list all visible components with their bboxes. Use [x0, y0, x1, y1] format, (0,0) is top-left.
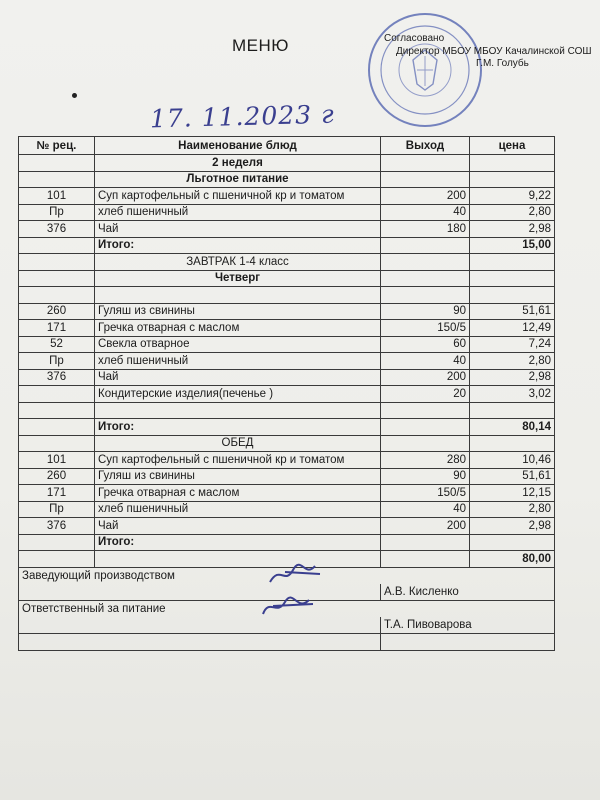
recipe-number-cell: [19, 237, 95, 254]
price-cell: [470, 155, 555, 172]
dish-name-cell: Чай: [95, 221, 381, 238]
table-row: [19, 237, 555, 254]
table-row: [19, 485, 555, 502]
portion-cell: 40: [381, 353, 470, 370]
portion-cell: 40: [381, 204, 470, 221]
recipe-number-cell: [19, 155, 95, 172]
price-cell: [470, 402, 555, 419]
dish-name-cell: [95, 287, 381, 304]
portion-cell: 20: [381, 386, 470, 403]
handwritten-date: 17. 11.2023 г: [149, 99, 336, 134]
price-cell: 3,02: [470, 386, 555, 403]
recipe-number-cell: [19, 551, 95, 568]
recipe-number-cell: 171: [19, 320, 95, 337]
table-row: [19, 452, 555, 469]
dish-name-cell: 2 неделя: [95, 155, 381, 172]
price-cell: 51,61: [470, 468, 555, 485]
portion-cell: [381, 534, 470, 551]
recipe-number-cell: 260: [19, 303, 95, 320]
portion-cell: 200: [381, 188, 470, 205]
recipe-number-cell: 52: [19, 336, 95, 353]
signature-scribble-1-icon: [265, 560, 335, 590]
table-row: [19, 336, 555, 353]
dish-name-cell: Четверг: [95, 270, 381, 287]
table-row: [19, 353, 555, 370]
recipe-number-cell: [19, 287, 95, 304]
portion-cell: 200: [381, 518, 470, 535]
dish-name-cell: Свекла отварное: [95, 336, 381, 353]
recipe-number-cell: [19, 435, 95, 452]
dish-name-cell: Гречка отварная с маслом: [95, 320, 381, 337]
signature-blank: [19, 617, 381, 634]
recipe-number-cell: [19, 386, 95, 403]
recipe-number-cell: Пр: [19, 204, 95, 221]
portion-cell: 90: [381, 303, 470, 320]
table-row: [19, 534, 555, 551]
dish-name-cell: Суп картофельный с пшеничной кр и томатом: [95, 188, 381, 205]
recipe-number-cell: 101: [19, 188, 95, 205]
recipe-number-cell: [19, 534, 95, 551]
dish-name-cell: хлеб пшеничный: [95, 204, 381, 221]
dish-name-cell: ЗАВТРАК 1-4 класс: [95, 254, 381, 271]
price-cell: [470, 254, 555, 271]
approval-line-1: Согласовано: [384, 33, 445, 44]
table-row: [19, 518, 555, 535]
portion-cell: 280: [381, 452, 470, 469]
portion-cell: [381, 254, 470, 271]
column-header: Выход: [381, 137, 470, 155]
recipe-number-cell: 376: [19, 369, 95, 386]
price-cell: 2,80: [470, 353, 555, 370]
price-cell: 15,00: [470, 237, 555, 254]
portion-cell: [381, 270, 470, 287]
recipe-number-cell: 376: [19, 221, 95, 238]
price-cell: 2,98: [470, 221, 555, 238]
portion-cell: [381, 237, 470, 254]
table-row: [19, 468, 555, 485]
price-cell: 9,22: [470, 188, 555, 205]
signature-role: Ответственный за питание: [19, 600, 555, 617]
page-title: МЕНЮ: [232, 36, 289, 55]
table-row: [19, 402, 555, 419]
recipe-number-cell: 171: [19, 485, 95, 502]
portion-cell: [381, 155, 470, 172]
portion-cell: [381, 419, 470, 436]
table-row: [19, 254, 555, 271]
price-cell: 2,98: [470, 369, 555, 386]
portion-cell: [381, 171, 470, 188]
recipe-number-cell: Пр: [19, 353, 95, 370]
table-row: [19, 435, 555, 452]
signature-name: А.В. Кисленко: [381, 584, 555, 601]
signature-role: Заведующий производством: [19, 567, 555, 584]
column-header: Наименование блюд: [95, 137, 381, 155]
dish-name-cell: Гуляш из свинины: [95, 303, 381, 320]
dish-name-cell: Чай: [95, 518, 381, 535]
recipe-number-cell: [19, 171, 95, 188]
price-cell: 12,49: [470, 320, 555, 337]
table-header-row: [19, 137, 555, 155]
table-row: [19, 270, 555, 287]
table-row: [19, 221, 555, 238]
dish-name-cell: Итого:: [95, 419, 381, 436]
dish-name-cell: ОБЕД: [95, 435, 381, 452]
dish-name-cell: Чай: [95, 369, 381, 386]
table-row: [19, 419, 555, 436]
empty-cell: [19, 633, 381, 650]
price-cell: 80,00: [470, 551, 555, 568]
price-cell: [470, 435, 555, 452]
recipe-number-cell: 260: [19, 468, 95, 485]
price-cell: 2,80: [470, 501, 555, 518]
portion-cell: 40: [381, 501, 470, 518]
portion-cell: 180: [381, 221, 470, 238]
approval-line-2: Директор МБОУ МБОУ Качалинской СОШ: [396, 45, 592, 57]
table-row: [19, 155, 555, 172]
price-cell: 2,98: [470, 518, 555, 535]
signature-name: Т.А. Пивоварова: [381, 617, 555, 634]
column-header: № рец.: [19, 137, 95, 155]
dish-name-cell: [95, 402, 381, 419]
dish-name-cell: Гуляш из свинины: [95, 468, 381, 485]
portion-cell: [381, 287, 470, 304]
recipe-number-cell: 101: [19, 452, 95, 469]
recipe-number-cell: [19, 402, 95, 419]
recipe-number-cell: [19, 254, 95, 271]
portion-cell: 150/5: [381, 485, 470, 502]
portion-cell: 60: [381, 336, 470, 353]
dish-name-cell: хлеб пшеничный: [95, 501, 381, 518]
ink-dot: [72, 93, 77, 98]
table-row: [19, 188, 555, 205]
approval-line-3: Г.М. Голубь: [476, 58, 529, 69]
recipe-number-cell: [19, 419, 95, 436]
price-cell: [470, 270, 555, 287]
table-row: [19, 386, 555, 403]
dish-name-cell: хлеб пшеничный: [95, 353, 381, 370]
approval-block: [384, 33, 592, 71]
table-row: [19, 303, 555, 320]
dish-name-cell: [95, 551, 381, 568]
dish-name-cell: Льготное питание: [95, 171, 381, 188]
price-cell: 12,15: [470, 485, 555, 502]
table-row: [19, 204, 555, 221]
price-cell: 7,24: [470, 336, 555, 353]
column-header: цена: [470, 137, 555, 155]
portion-cell: 200: [381, 369, 470, 386]
recipe-number-cell: Пр: [19, 501, 95, 518]
table-row: [19, 320, 555, 337]
table-row: [19, 287, 555, 304]
table-row: [19, 171, 555, 188]
dish-name-cell: Гречка отварная с маслом: [95, 485, 381, 502]
signature-scribble-2-icon: [255, 592, 325, 622]
table-row: [19, 369, 555, 386]
price-cell: 2,80: [470, 204, 555, 221]
table-row: [19, 501, 555, 518]
empty-row: [19, 633, 555, 650]
price-cell: 10,46: [470, 452, 555, 469]
recipe-number-cell: 376: [19, 518, 95, 535]
price-cell: 80,14: [470, 419, 555, 436]
portion-cell: [381, 435, 470, 452]
dish-name-cell: Итого:: [95, 534, 381, 551]
portion-cell: 90: [381, 468, 470, 485]
price-cell: [470, 287, 555, 304]
price-cell: [470, 171, 555, 188]
price-cell: 51,61: [470, 303, 555, 320]
dish-name-cell: Кондитерские изделия(печенье ): [95, 386, 381, 403]
recipe-number-cell: [19, 270, 95, 287]
portion-cell: 150/5: [381, 320, 470, 337]
portion-cell: [381, 551, 470, 568]
dish-name-cell: Суп картофельный с пшеничной кр и томатом: [95, 452, 381, 469]
price-cell: [470, 534, 555, 551]
dish-name-cell: Итого:: [95, 237, 381, 254]
empty-cell: [381, 633, 555, 650]
portion-cell: [381, 402, 470, 419]
